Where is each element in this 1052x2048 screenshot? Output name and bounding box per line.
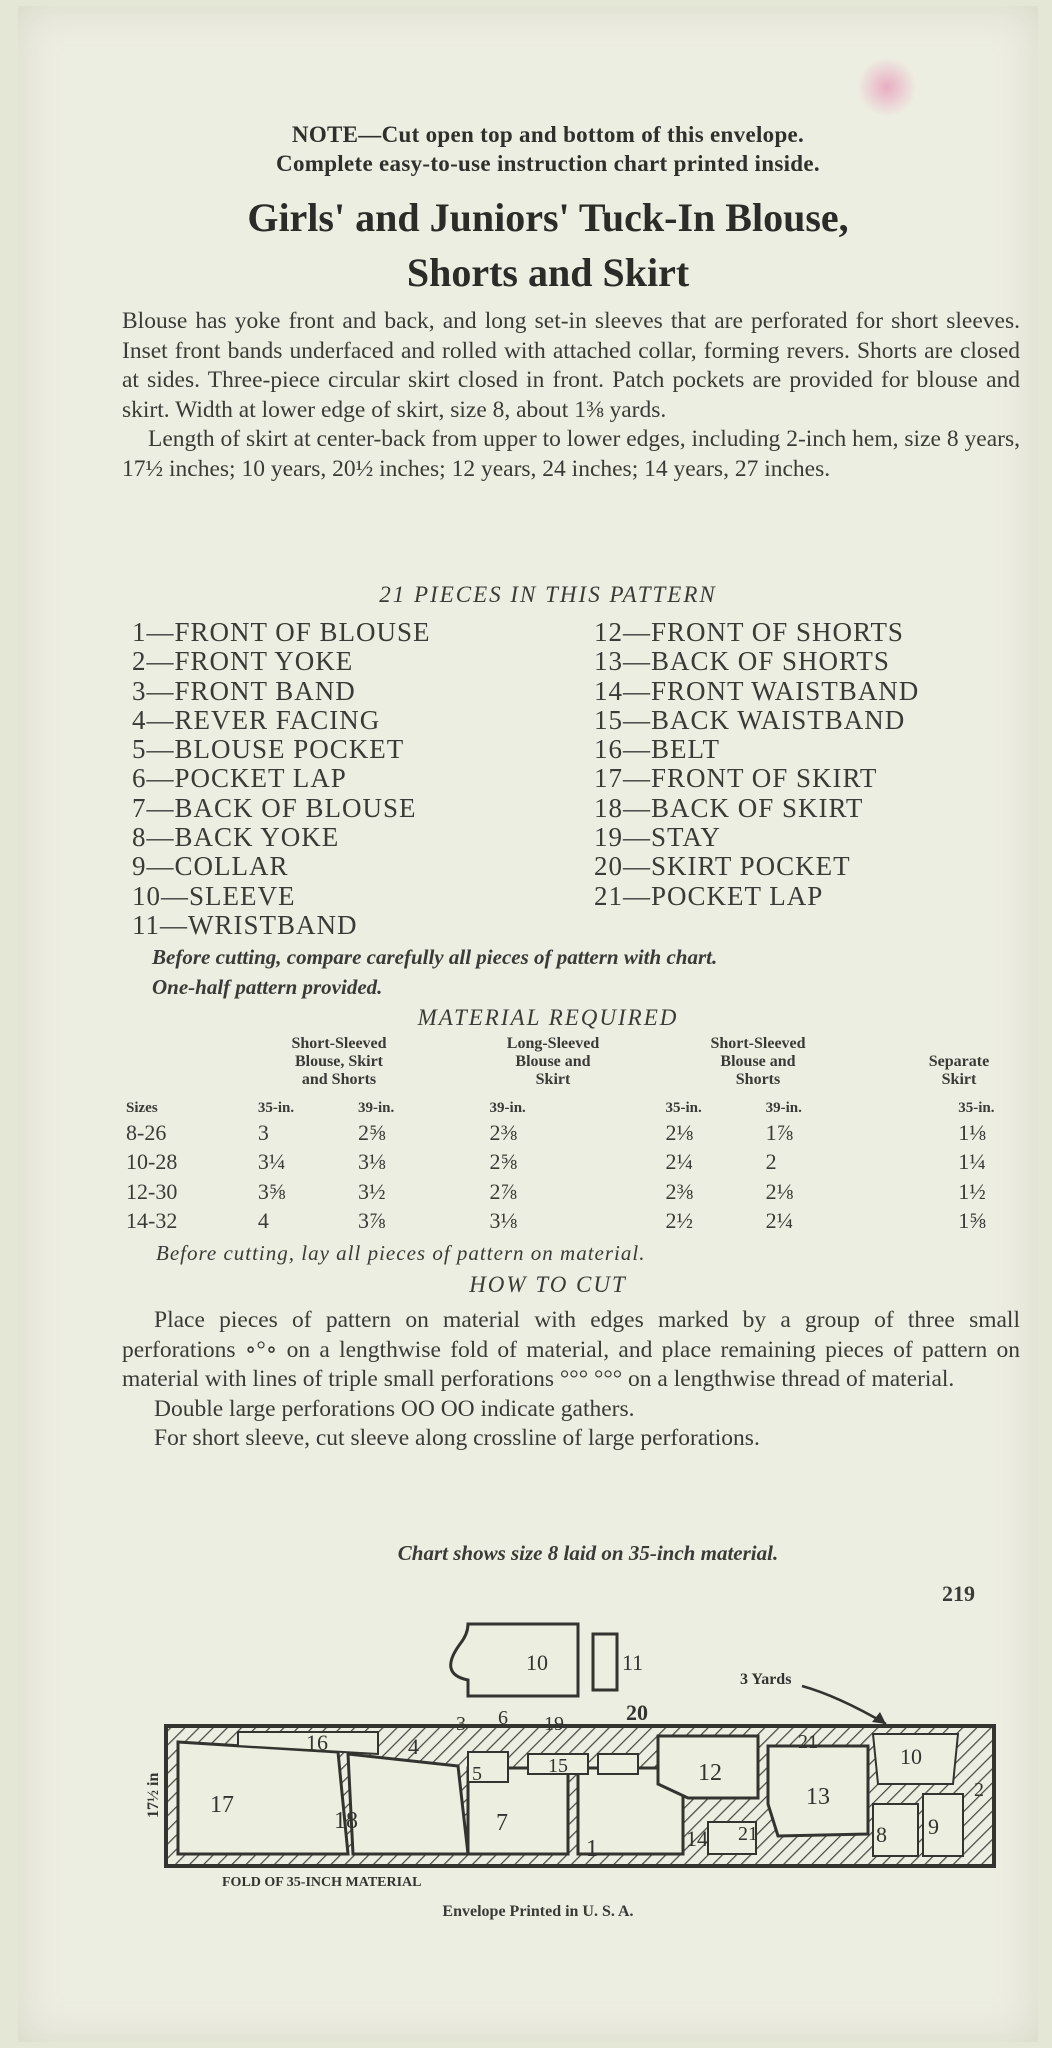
table-cell: 12-30: [126, 1178, 178, 1204]
chart-note: Chart shows size 8 laid on 35-inch material.: [397, 1541, 779, 1565]
piece-item: 14—FRONT WAISTBAND: [594, 675, 920, 706]
piece-label: 10: [900, 1744, 922, 1769]
material-group-header: [678, 1035, 838, 1089]
piece-label: 1: [586, 1836, 598, 1862]
table-cell: 2⅝: [357, 1119, 386, 1145]
piece-label: 15: [548, 1755, 568, 1777]
group-header-line: Skirt: [941, 1071, 977, 1088]
piece-label: 4: [408, 1734, 419, 1759]
table-cell: 2⅜: [489, 1119, 518, 1145]
column-header: Sizes: [126, 1099, 158, 1116]
piece-item: 4—REVER FACING: [132, 704, 381, 735]
piece-label: 21: [798, 1731, 818, 1753]
piece-label: 3: [456, 1713, 466, 1735]
fold-label: FOLD OF 35-INCH MATERIAL: [222, 1875, 422, 1890]
group-header-line: Long-Sleeved: [506, 1035, 600, 1052]
table-cell: 3½: [357, 1178, 386, 1204]
table-cell: 2¼: [765, 1208, 794, 1234]
group-header-line: Blouse and: [515, 1053, 591, 1070]
table-cell: 2¼: [665, 1149, 693, 1175]
note-line-2: Complete easy-to-use instruction chart printed inside.: [276, 151, 820, 176]
table-cell: 2⅜: [665, 1178, 693, 1204]
table-cell: 2½: [665, 1208, 693, 1234]
table-cell: 3⅛: [489, 1208, 518, 1234]
title-line-2: Shorts and Skirt: [406, 250, 690, 295]
description-para-2: Length of skirt at center-back from upper to lower edges, including 2-inch hem, size 8 years, 17½ inches; 10 years, 20½ inches; 12 years, 24 inches; 14 years, 27 inches.: [122, 426, 1020, 482]
piece-item: 10—SLEEVE: [132, 880, 296, 911]
yardage-label: 3 Yards: [740, 1671, 792, 1688]
pattern-piece: [598, 1754, 638, 1774]
column-header: 35-in.: [257, 1099, 295, 1116]
column-header: 35-in.: [665, 1099, 702, 1116]
table-cell: 1½: [958, 1178, 986, 1204]
table-cell: 3⅞: [357, 1208, 386, 1234]
pattern-number: 219: [942, 1581, 975, 1606]
pattern-envelope: [18, 6, 1038, 2042]
ink-stain: [856, 58, 918, 116]
piece-label: 16: [306, 1730, 328, 1755]
piece-item: 7—BACK OF BLOUSE: [132, 792, 417, 823]
table-cell: 3⅝: [257, 1178, 286, 1204]
table-cell: 4: [257, 1208, 269, 1234]
wristband-piece: [593, 1634, 617, 1690]
table-row: [126, 1207, 1038, 1237]
table-cell: 2⅛: [765, 1178, 794, 1204]
group-header-line: Separate: [928, 1053, 990, 1070]
compare-note-line-1: Before cutting, compare carefully all pieces of pattern with chart.: [152, 945, 718, 969]
piece-item: 5—BLOUSE POCKET: [132, 734, 405, 765]
column-header: 35-in.: [958, 1099, 995, 1116]
table-cell: 1⅛: [958, 1119, 986, 1145]
description: [122, 307, 1020, 484]
piece-label: 20: [626, 1700, 648, 1725]
table-row: [126, 1177, 1038, 1207]
group-header-line: Blouse and: [720, 1053, 796, 1070]
piece-item: 18—BACK OF SKIRT: [594, 792, 864, 823]
material-table: [126, 1098, 1038, 1236]
table-cell: 8-26: [126, 1119, 167, 1145]
pattern-title: [118, 190, 978, 300]
width-label: 17½ in: [145, 1772, 162, 1818]
piece-label: 6: [498, 1707, 508, 1729]
piece-item: 16—BELT: [594, 734, 721, 765]
table-cell: 1¼: [958, 1149, 986, 1175]
material-heading: MATERIAL REQUIRED: [417, 1005, 679, 1030]
how-to-cut-heading: HOW TO CUT: [469, 1272, 627, 1297]
pieces-list-left: [132, 618, 431, 940]
compare-note: [152, 942, 1032, 1002]
piece-item: 15—BACK WAISTBAND: [594, 704, 906, 735]
pieces-list-right: [594, 618, 919, 911]
title-line-1: Girls' and Juniors' Tuck-In Blouse,: [247, 195, 849, 240]
how-to-cut-para-2: Double large perforations OO OO indicate gathers.: [154, 1395, 635, 1422]
piece-item: 21—POCKET LAP: [594, 880, 824, 911]
table-row: [126, 1148, 1038, 1178]
piece-item: 17—FRONT OF SKIRT: [594, 763, 878, 794]
group-header-line: Skirt: [535, 1071, 571, 1088]
piece-label: 21: [738, 1823, 758, 1845]
piece-item: 13—BACK OF SHORTS: [594, 646, 890, 677]
piece-label: 17: [210, 1792, 234, 1818]
table-row: [126, 1118, 1038, 1148]
piece-label: 12: [698, 1760, 722, 1786]
piece-label: 13: [806, 1784, 830, 1810]
piece-item: 9—COLLAR: [132, 851, 289, 882]
table-cell: 3¼: [257, 1149, 286, 1175]
column-header: 39-in.: [765, 1099, 802, 1116]
pattern-piece: [348, 1754, 468, 1854]
cutting-layout-diagram: [138, 1604, 1018, 1894]
piece-item: 1—FRONT OF BLOUSE: [132, 617, 431, 647]
table-cell: 2⅝: [489, 1149, 518, 1175]
piece-label: 14: [686, 1826, 708, 1851]
lay-pieces-note: Before cutting, lay all pieces of pattern on material.: [156, 1241, 646, 1265]
piece-label: 7: [496, 1810, 508, 1836]
material-group-header: [904, 1053, 1014, 1089]
piece-label: 9: [928, 1814, 939, 1839]
envelope-note: [138, 120, 958, 178]
table-cell: 14-32: [126, 1208, 178, 1234]
material-group-header: [264, 1035, 414, 1089]
compare-note-line-2: One-half pattern provided.: [152, 975, 383, 999]
piece-item: 19—STAY: [594, 822, 721, 853]
table-cell: 2⅞: [489, 1178, 518, 1204]
group-header-line: Short-Sleeved: [291, 1035, 387, 1052]
table-header-row: [126, 1098, 1038, 1118]
piece-label: 18: [334, 1808, 358, 1834]
sleeve-piece: [451, 1624, 578, 1696]
piece-item: 6—POCKET LAP: [132, 763, 347, 794]
table-cell: 10-28: [126, 1149, 178, 1175]
pieces-heading: 21 PIECES IN THIS PATTERN: [379, 582, 717, 607]
group-header-line: and Shorts: [301, 1071, 377, 1088]
note-line-1: NOTE—Cut open top and bottom of this envelope.: [291, 122, 805, 147]
table-cell: 3: [257, 1119, 269, 1145]
piece-item: 12—FRONT OF SHORTS: [594, 617, 904, 647]
arrow-icon: [802, 1686, 886, 1724]
piece-item: 3—FRONT BAND: [132, 675, 356, 706]
piece-item: 11—WRISTBAND: [132, 909, 358, 940]
column-header: 39-in.: [489, 1099, 526, 1116]
table-cell: 1⅝: [958, 1208, 986, 1234]
table-cell: 3⅛: [357, 1149, 386, 1175]
piece-item: 2—FRONT YOKE: [132, 646, 354, 677]
description-para-1: Blouse has yoke front and back, and long set-in sleeves that are perforated for short sleeves. Inset front bands underfaced and rolled with attached collar, forming revers. Shorts are closed at sides. Three-piece circular skirt closed in front. Patch pockets are provided for blouse and skirt. Width at lower edge of skirt, size 8, about 1⅜ yards.: [122, 308, 1020, 423]
piece-label: 10: [526, 1650, 548, 1675]
how-to-cut-para-1: Place pieces of pattern on material with edges marked by a group of three small perforations ∘°∘ on a lengthwise fold of material, and place remaining pieces of pattern on material with lines of triple small perforations °°° °°° on a lengthwise thread of material.: [122, 1307, 1020, 1392]
piece-label: 19: [544, 1713, 564, 1735]
piece-label: 5: [472, 1763, 482, 1785]
piece-label: 8: [876, 1822, 887, 1847]
group-header-line: Blouse, Skirt: [294, 1053, 383, 1070]
pattern-piece: [178, 1742, 348, 1854]
piece-label: 2: [974, 1779, 984, 1801]
column-header: 39-in.: [357, 1099, 395, 1116]
how-to-cut-text: [122, 1306, 1020, 1454]
material-group-header: [478, 1035, 628, 1089]
piece-item: 8—BACK YOKE: [132, 822, 340, 853]
printed-in-usa: Envelope Printed in U. S. A.: [442, 1903, 634, 1920]
table-cell: 2⅛: [665, 1119, 693, 1145]
group-header-line: Shorts: [735, 1071, 781, 1088]
group-header-line: Short-Sleeved: [710, 1035, 806, 1052]
how-to-cut-para-3: For short sleeve, cut sleeve along crossline of large perforations.: [154, 1425, 760, 1451]
table-cell: 2: [765, 1149, 777, 1175]
table-cell: 1⅞: [765, 1119, 794, 1145]
piece-item: 20—SKIRT POCKET: [594, 851, 851, 882]
piece-label: 11: [622, 1650, 644, 1675]
